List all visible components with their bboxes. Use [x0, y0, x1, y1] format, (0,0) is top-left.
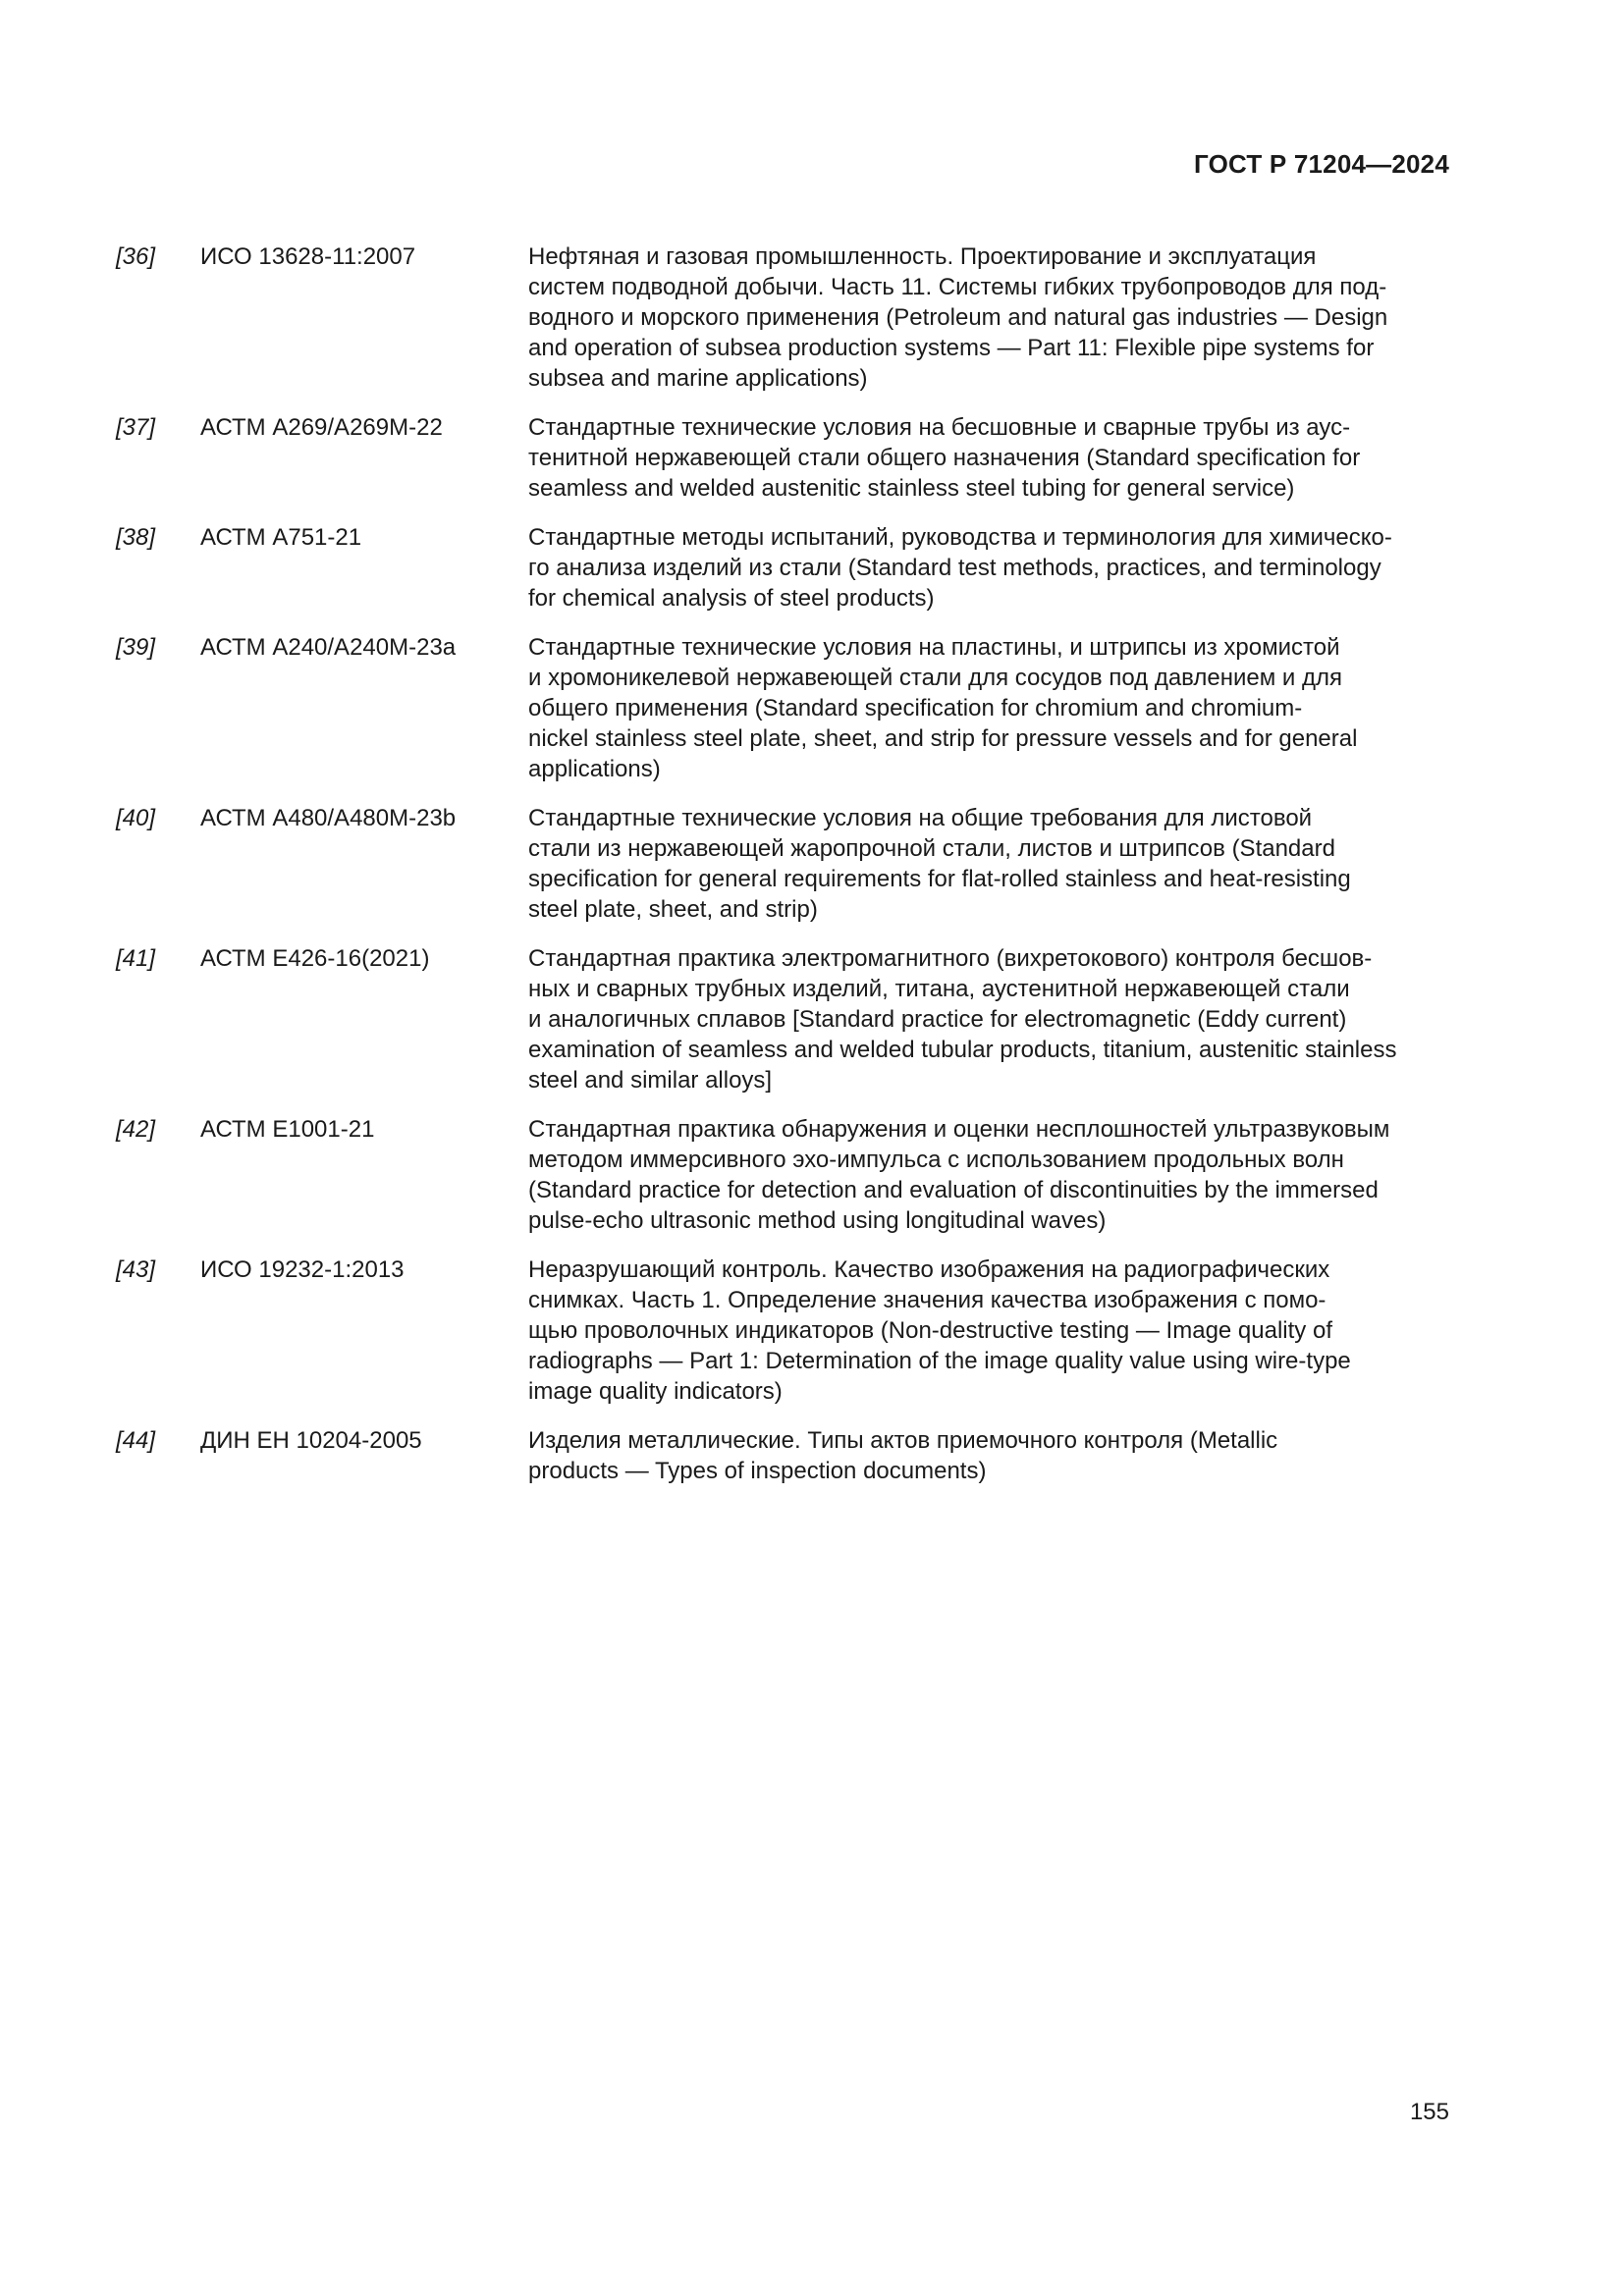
reference-title-line: стали из нержавеющей жаропрочной стали, листов и штрипсов (Standard	[528, 835, 1335, 862]
reference-code: АСТМ Е426-16(2021)	[200, 945, 430, 972]
reference-code: ДИН ЕН 10204-2005	[200, 1427, 422, 1454]
reference-number: [37]	[116, 414, 156, 441]
reference-number: [40]	[116, 805, 156, 831]
reference-title-line: examination of seamless and welded tubular products, titanium, austenitic stainless	[528, 1037, 1397, 1063]
reference-title	[528, 241, 1451, 394]
reference-item	[116, 1425, 1451, 1486]
reference-title-line: водного и морского применения (Petroleum and natural gas industries — Design	[528, 304, 1388, 331]
reference-title-line: steel plate, sheet, and strip)	[528, 896, 818, 923]
reference-item	[116, 1114, 1451, 1236]
reference-title-line: pulse-echo ultrasonic method using longitudinal waves)	[528, 1207, 1107, 1234]
reference-code: АСТМ А269/А269М-22	[200, 414, 443, 441]
reference-title-line: for chemical analysis of steel products)	[528, 585, 935, 612]
reference-title-line: Изделия металлические. Типы актов приемочного контроля (Metallic	[528, 1427, 1278, 1454]
reference-title-line: методом иммерсивного эхо-импульса с использованием продольных волн	[528, 1147, 1344, 1173]
reference-title-line: steel and similar alloys]	[528, 1067, 773, 1094]
reference-title	[528, 632, 1451, 784]
reference-item	[116, 632, 1451, 784]
reference-title-line: Стандартная практика обнаружения и оценки несплошностей ультразвуковым	[528, 1116, 1390, 1143]
reference-title-line: and operation of subsea production systems — Part 11: Flexible pipe systems for	[528, 335, 1375, 361]
reference-title-line: Неразрушающий контроль. Качество изображения на радиографических	[528, 1256, 1330, 1283]
reference-title-line: nickel stainless steel plate, sheet, and strip for pressure vessels and for general	[528, 725, 1358, 752]
reference-title	[528, 522, 1451, 614]
reference-title-line: систем подводной добычи. Часть 11. Системы гибких трубопроводов для под-	[528, 274, 1387, 300]
reference-item	[116, 241, 1451, 394]
reference-number: [38]	[116, 524, 156, 551]
reference-item	[116, 1255, 1451, 1407]
reference-title	[528, 1425, 1451, 1486]
reference-title	[528, 943, 1451, 1095]
reference-title-line: Стандартные методы испытаний, руководства и терминология для химическо-	[528, 524, 1392, 551]
reference-title-line: products — Types of inspection documents)	[528, 1458, 987, 1484]
reference-title-line: Стандартные технические условия на пластины, и штрипсы из хромистой	[528, 634, 1340, 661]
reference-item	[116, 522, 1451, 614]
reference-number: [39]	[116, 634, 156, 661]
bibliography-list	[116, 241, 1451, 1505]
reference-number: [42]	[116, 1116, 156, 1143]
reference-code: АСТМ А480/А480М-23b	[200, 805, 457, 831]
reference-title-line: общего применения (Standard specification for chromium and chromium-	[528, 695, 1303, 721]
reference-title-line: снимках. Часть 1. Определение значения качества изображения с помо-	[528, 1287, 1326, 1313]
reference-number: [43]	[116, 1256, 156, 1283]
document-header: ГОСТ Р 71204—2024	[1194, 149, 1449, 179]
reference-title-line: (Standard practice for detection and evaluation of discontinuities by the immersed	[528, 1177, 1379, 1203]
reference-code: АСТМ Е1001-21	[200, 1116, 375, 1143]
reference-title-line: Стандартные технические условия на общие требования для листовой	[528, 805, 1313, 831]
reference-code: ИСО 19232-1:2013	[200, 1256, 405, 1283]
reference-title-line: applications)	[528, 756, 661, 782]
reference-code: ИСО 13628-11:2007	[200, 243, 416, 270]
reference-title-line: го анализа изделий из стали (Standard test methods, practices, and terminology	[528, 555, 1381, 581]
reference-title-line: и аналогичных сплавов [Standard practice for electromagnetic (Eddy current)	[528, 1006, 1347, 1033]
page-number: 155	[1409, 2099, 1449, 2125]
reference-number: [44]	[116, 1427, 156, 1454]
reference-code: АСТМ А751-21	[200, 524, 362, 551]
reference-title-line: specification for general requirements for flat-rolled stainless and heat-resisting	[528, 866, 1351, 892]
reference-title	[528, 412, 1451, 504]
reference-title-line: щью проволочных индикаторов (Non-destructive testing — Image quality of	[528, 1317, 1332, 1344]
reference-item	[116, 412, 1451, 504]
reference-number: [36]	[116, 243, 156, 270]
reference-title	[528, 1255, 1451, 1407]
reference-item	[116, 943, 1451, 1095]
reference-title-line: image quality indicators)	[528, 1378, 783, 1405]
reference-title	[528, 803, 1451, 925]
reference-title-line: radiographs — Part 1: Determination of the image quality value using wire-type	[528, 1348, 1351, 1374]
reference-number: [41]	[116, 945, 156, 972]
reference-title-line: Стандартная практика электромагнитного (вихретокового) контроля бесшов-	[528, 945, 1373, 972]
reference-title-line: и хромоникелевой нержавеющей стали для сосудов под давлением и для	[528, 665, 1342, 691]
reference-title	[528, 1114, 1451, 1236]
reference-title-line: Стандартные технические условия на бесшовные и сварные трубы из аус-	[528, 414, 1351, 441]
reference-title-line: subsea and marine applications)	[528, 365, 868, 392]
reference-item	[116, 803, 1451, 925]
reference-title-line: seamless and welded austenitic stainless steel tubing for general service)	[528, 475, 1295, 502]
reference-code: АСТМ А240/А240М-23а	[200, 634, 457, 661]
reference-title-line: тенитной нержавеющей стали общего назначения (Standard specification for	[528, 445, 1361, 471]
reference-title-line: ных и сварных трубных изделий, титана, аустенитной нержавеющей стали	[528, 976, 1350, 1002]
reference-title-line: Нефтяная и газовая промышленность. Проектирование и эксплуатация	[528, 243, 1317, 270]
